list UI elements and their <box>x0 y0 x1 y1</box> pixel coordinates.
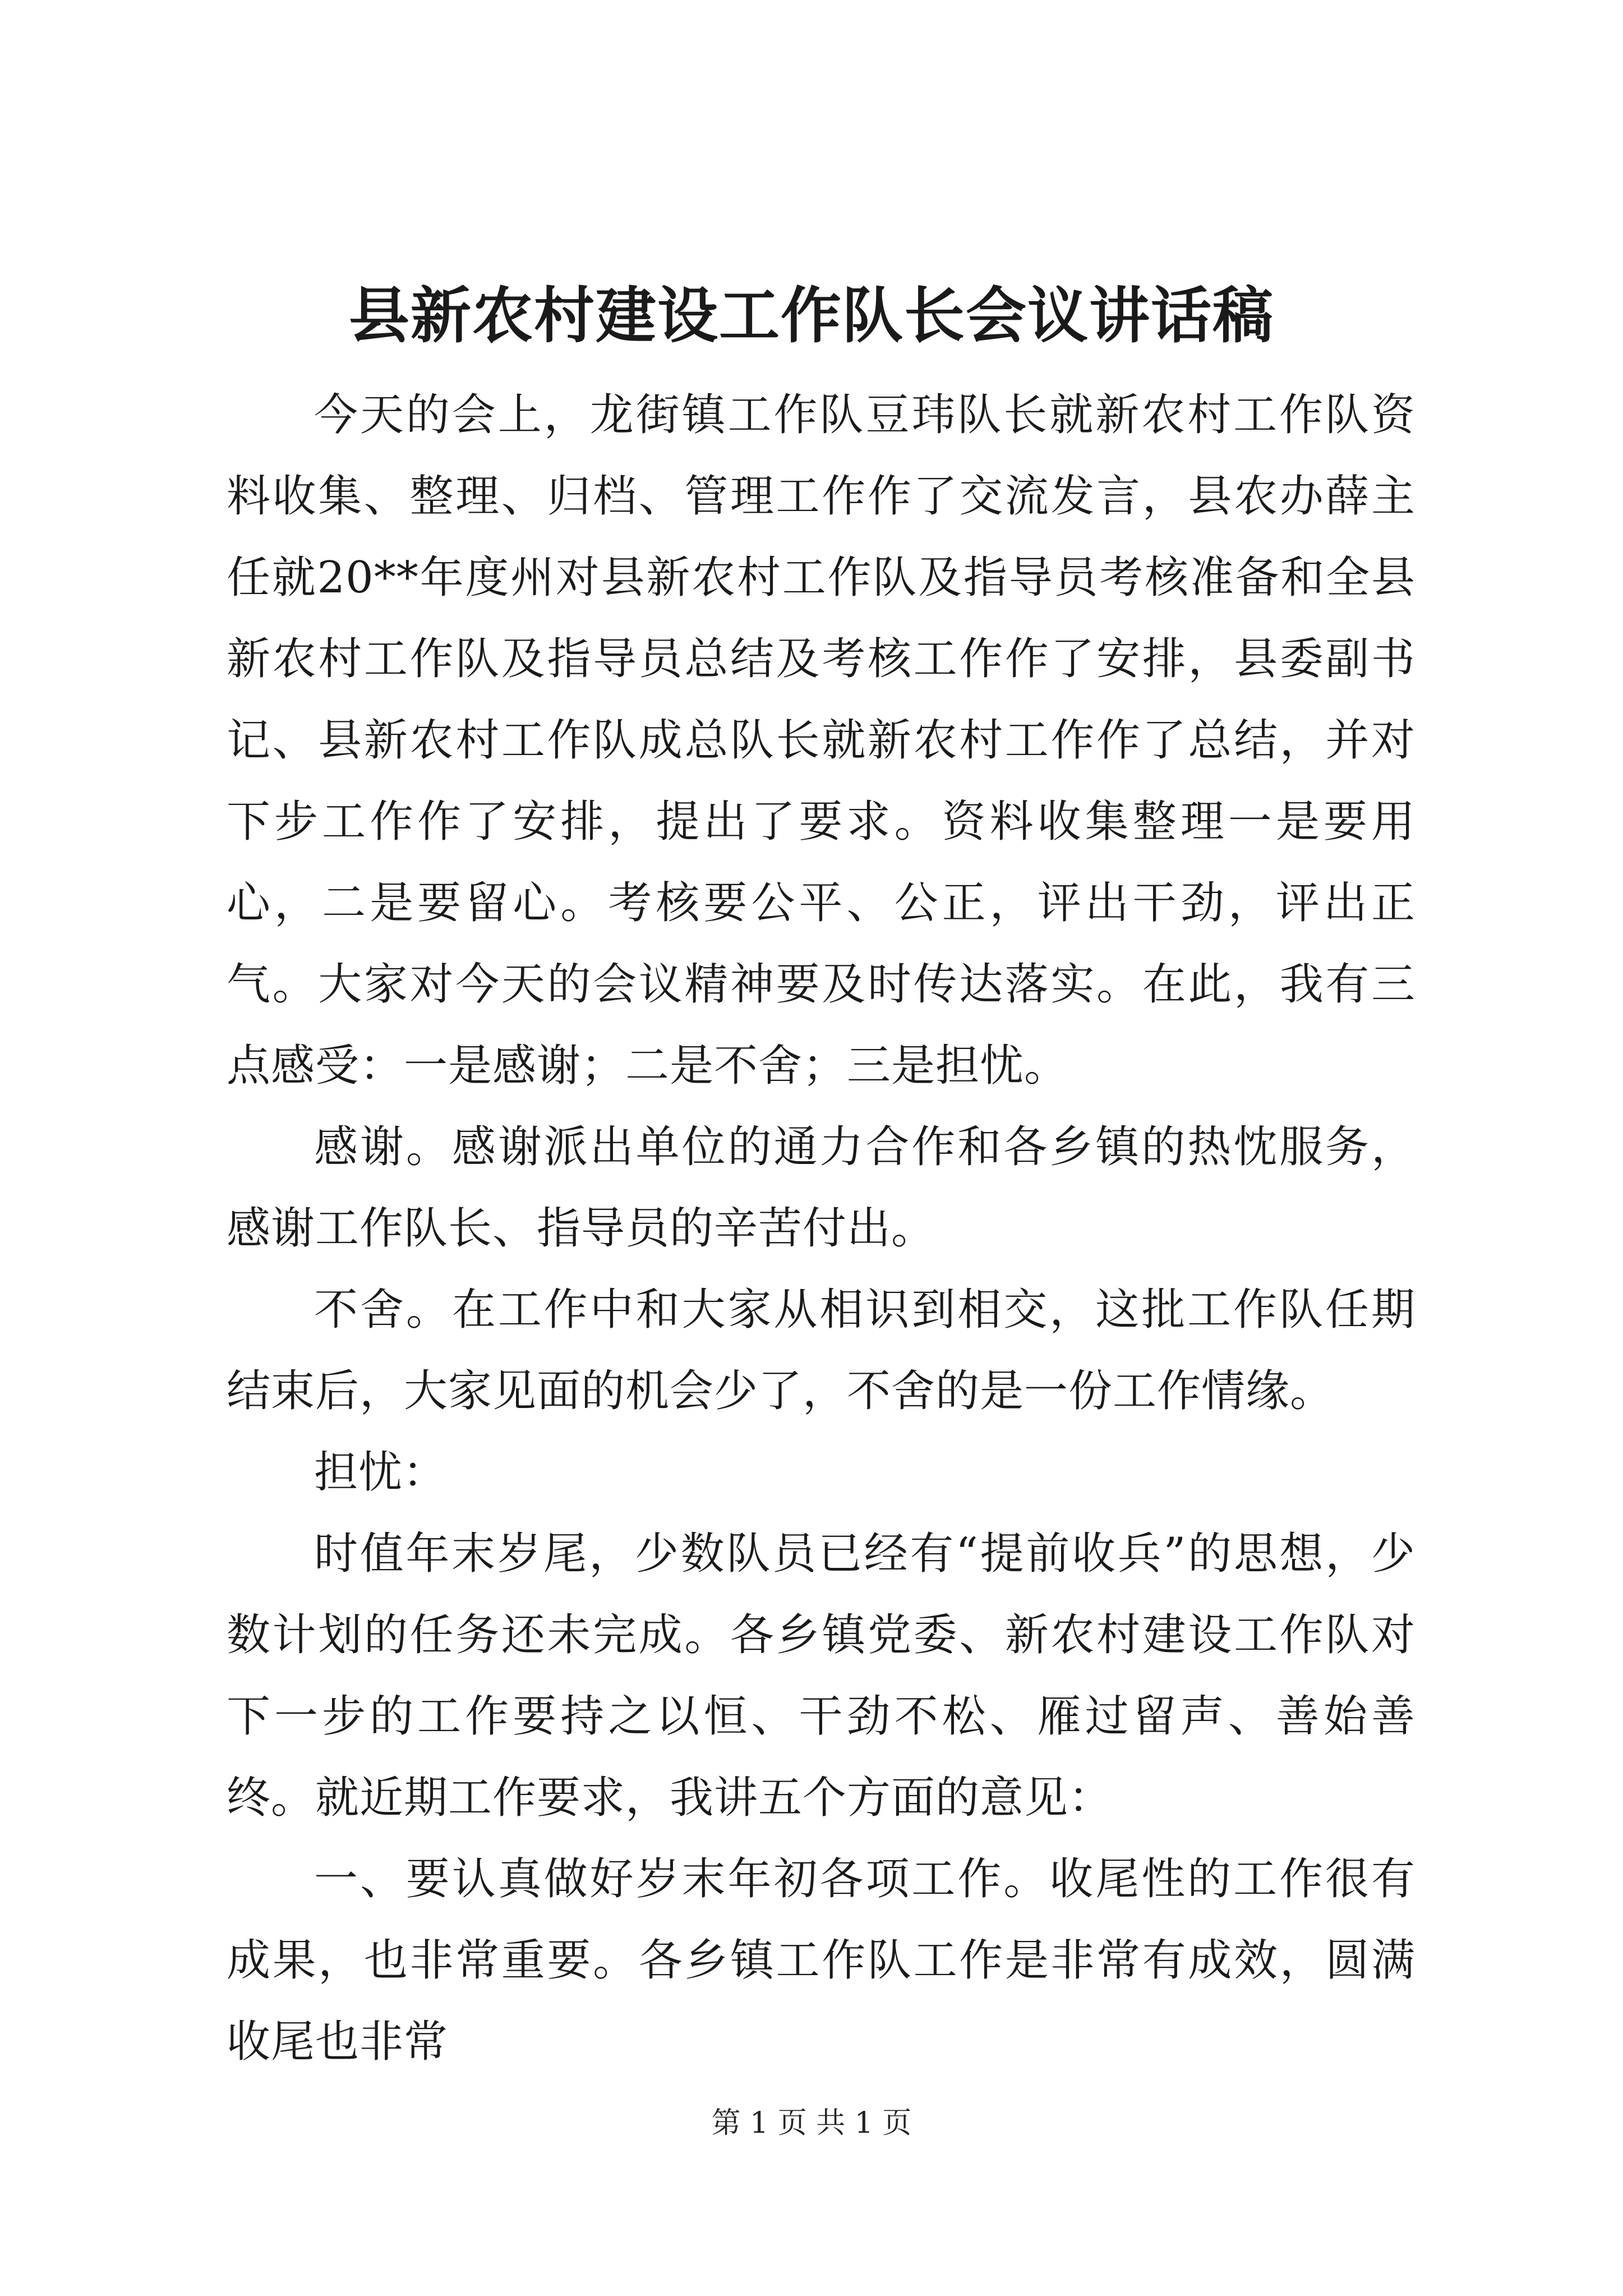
paragraph-point-one: 一、要认真做好岁末年初各项工作。收尾性的工作很有成果，也非常重要。各乡镇工作队工作是非常有成效，圆满收尾也非常 <box>227 1854 1415 2067</box>
paragraph-concern-heading: 担忧： <box>314 1447 448 1498</box>
paragraph-reluctance: 不舍。在工作中和大家从相识到相交，这批工作队任期结束后，大家见面的机会少了，不舍的是一份工作情缘。 <box>227 1285 1415 1416</box>
document-title: 县新农村建设工作队长会议讲话稿 <box>348 280 1274 351</box>
page-number-footer: 第 1 页 共 1 页 <box>711 2106 912 2140</box>
paragraph-concern: 时值年末岁尾，少数队员已经有“提前收兵”的思想，少数计划的任务还未完成。各乡镇党委、新农村建设工作队对下一步的工作要持之以恒、干劲不松、雁过留声、善始善终。就近期工作要求，我讲五个方面的意见： <box>227 1529 1415 1823</box>
paragraph-thanks: 感谢。感谢派出单位的通力合作和各乡镇的热忱服务，感谢工作队长、指导员的辛苦付出。 <box>227 1122 1415 1254</box>
paragraph-intro: 今天的会上，龙街镇工作队豆玮队长就新农村工作队资料收集、整理、归档、管理工作作了交流发言，县农办薛主任就20**年度州对县新农村工作队及指导员考核准备和全县新农村工作队及指导员总结及考核工作作了安排，县委副书记、县新农村工作队成总队长就新农村工作作了总结，并对下步工作作了安排，提出了要求。资料收集整理一是要用心，二是要留心。考核要公平、公正，评出干劲，评出正气。大家对今天的会议精神要及时传达落实。在此，我有三点感受：一是感谢；二是不舍；三是担忧。 <box>227 390 1415 1091</box>
document-body <box>227 375 1415 2083</box>
